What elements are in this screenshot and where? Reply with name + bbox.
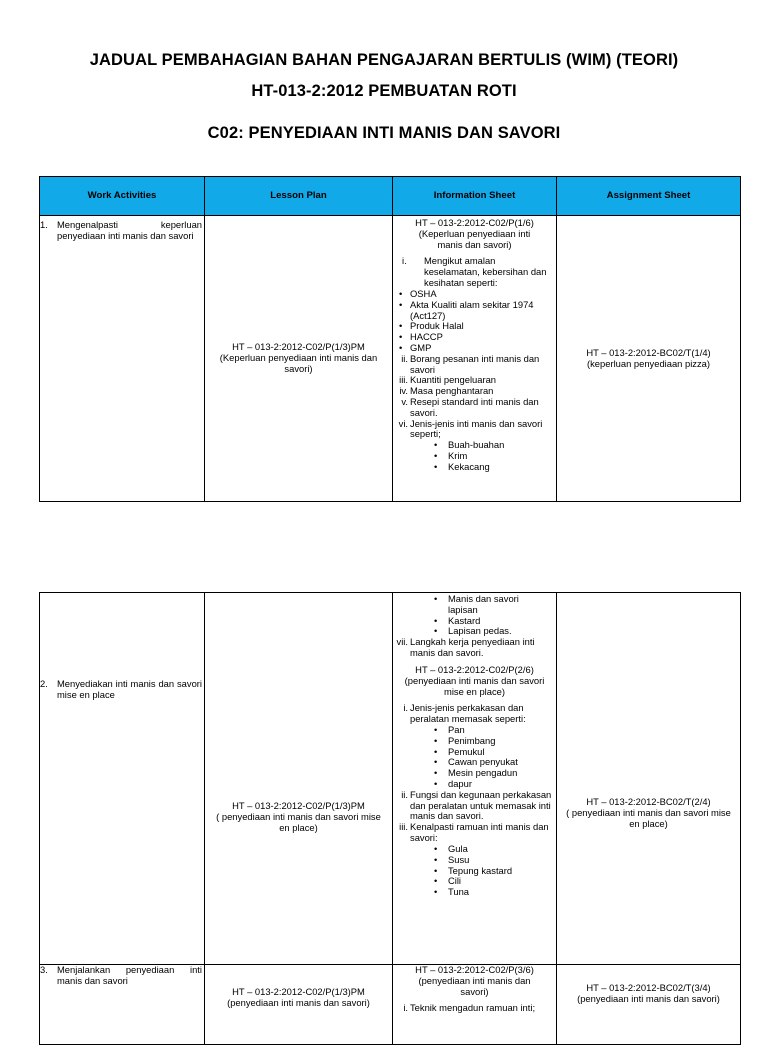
list-item: i. Jenis-jenis perkakasan dan peralatan memasak seperti:: [403, 702, 526, 725]
list-item: i. Teknik mengadun ramuan inti;: [403, 1002, 536, 1014]
header-information-sheet: Information Sheet: [393, 177, 557, 216]
activity-text: Mengenalpasti keperluan penyediaan inti manis dan savori: [57, 219, 202, 241]
lesson-plan-code: HT – 013-2:2012-C02/P(1/3)PM: [232, 341, 365, 353]
list-item: • Manis dan savori lapisan: [396, 594, 553, 616]
list-item: iii. Kenalpasti ramuan inti manis dan savori:: [399, 821, 549, 844]
list-item: iii. Kuantiti pengeluaran: [399, 374, 497, 386]
document-subtitle: HT-013-2:2012 PEMBUATAN ROTI: [251, 82, 517, 100]
assignment-desc: (keperluan penyediaan pizza): [587, 357, 710, 369]
section-title: C02: PENYEDIAAN INTI MANIS DAN SAVORI: [207, 124, 561, 142]
assignment-desc: (penyediaan inti manis dan savori): [577, 992, 720, 1004]
lesson-plan-desc: (penyediaan inti manis dan savori): [227, 996, 370, 1008]
list-item: v. Resepi standard inti manis dan savori.: [401, 396, 539, 418]
list-item: • Pemukul: [396, 747, 553, 758]
list-item: ii. Fungsi dan kegunaan perkakasan dan peralatan untuk memasak inti manis dan savori.: [401, 788, 552, 822]
assignment-sheet-cell: [557, 593, 741, 965]
lesson-plan-code: HT – 013-2:2012-C02/P(1/3)PM: [232, 986, 365, 997]
document-title: JADUAL PEMBAHAGIAN BAHAN PENGAJARAN BERTULIS (WIM) (TEORI): [89, 51, 679, 69]
table-row: [40, 965, 741, 1045]
list-item: • Kekacang: [396, 462, 553, 473]
wim-table-page2: [39, 592, 741, 1045]
info-sheet-code: HT – 013-2:2012-C02/P(3/6): [415, 964, 534, 975]
information-sheet-cell: [393, 593, 557, 965]
list-item: • Cili: [396, 876, 553, 887]
work-activity-cell: [40, 965, 205, 1045]
header-lesson-plan: Lesson Plan: [205, 177, 393, 216]
activity-number: 1.: [40, 219, 48, 230]
list-item: • Susu: [396, 855, 553, 866]
header-assignment-sheet: Assignment Sheet: [557, 177, 741, 216]
info-sheet-desc: (penyediaan inti manis dan savori): [418, 974, 531, 997]
info-sheet-desc: (penyediaan inti manis dan savori mise en place): [404, 674, 545, 697]
list-item: • Tepung kastard: [396, 866, 553, 877]
list-item: • Kastard: [396, 616, 553, 627]
table-header-row: [40, 177, 741, 216]
info-sheet-desc: (Keperluan penyediaan inti manis dan savori): [418, 227, 531, 250]
list-item: • HACCP: [396, 332, 553, 343]
activity-number: 3.: [40, 964, 48, 975]
information-sheet-cell: [393, 216, 557, 502]
list-item: • Produk Halal: [396, 321, 553, 332]
list-item: • Mesin pengadun: [396, 768, 553, 779]
list-item: • GMP: [396, 343, 553, 354]
assignment-code: HT – 013-2:2012-BC02/T(2/4): [586, 796, 711, 807]
header-work-activities: Work Activities: [40, 177, 205, 216]
activity-number: 2.: [40, 678, 48, 689]
assignment-desc: ( penyediaan inti manis dan savori mise en place): [566, 806, 731, 829]
lesson-plan-cell: [205, 593, 393, 965]
list-item: ii. Borang pesanan inti manis dan savori: [401, 352, 540, 375]
lesson-plan-cell: [205, 216, 393, 502]
list-item: • Cawan penyukat: [396, 757, 553, 768]
list-item: • Buah-buahan: [396, 440, 553, 451]
list-item: • Lapisan pedas.: [396, 626, 553, 637]
assignment-code: HT – 013-2:2012-BC02/T(3/4): [586, 982, 711, 993]
table-row: [40, 593, 741, 965]
list-item: vi. Jenis-jenis inti manis dan savori seperti;: [398, 417, 543, 440]
assignment-code: HT – 013-2:2012-BC02/T(1/4): [586, 346, 711, 358]
info-sheet-code: HT – 013-2:2012-C02/P(1/6): [415, 217, 534, 228]
list-item: • Akta Kualiti alam sekitar 1974 (Act127): [396, 300, 553, 322]
list-item: • Pan: [396, 725, 553, 736]
info-sheet-code: HT – 013-2:2012-C02/P(2/6): [415, 663, 534, 675]
list-item: • Gula: [396, 844, 553, 855]
lesson-plan-desc: (Keperluan penyediaan inti manis dan savori): [219, 352, 378, 374]
list-item: • dapur: [396, 779, 553, 790]
list-item: • OSHA: [396, 289, 553, 300]
lesson-plan-desc: ( penyediaan inti manis dan savori mise en place): [216, 810, 381, 833]
list-item: iv. Masa penghantaran: [399, 385, 494, 397]
work-activity-cell: [40, 593, 205, 965]
list-item: • Tuna: [396, 887, 553, 898]
lesson-plan-code: HT – 013-2:2012-C02/P(1/3)PM: [232, 800, 365, 811]
information-sheet-cell: [393, 965, 557, 1045]
list-item: i. Mengikut amalan keselamatan, kebersihan dan kesihatan seperti:: [402, 255, 547, 289]
list-item: vii. Langkah kerja penyediaan inti manis dan savori.: [396, 636, 535, 659]
activity-text: Menyediakan inti manis dan savori mise en place: [57, 678, 202, 700]
table-row: [40, 216, 741, 502]
list-item: • Krim: [396, 451, 553, 462]
wim-table-page1: [39, 176, 741, 502]
activity-text: Menjalankan penyediaan inti manis dan savori: [57, 964, 202, 986]
assignment-sheet-cell: [557, 216, 741, 502]
lesson-plan-cell: [205, 965, 393, 1045]
list-item: • Penimbang: [396, 736, 553, 747]
work-activity-cell: [40, 216, 205, 502]
assignment-sheet-cell: [557, 965, 741, 1045]
